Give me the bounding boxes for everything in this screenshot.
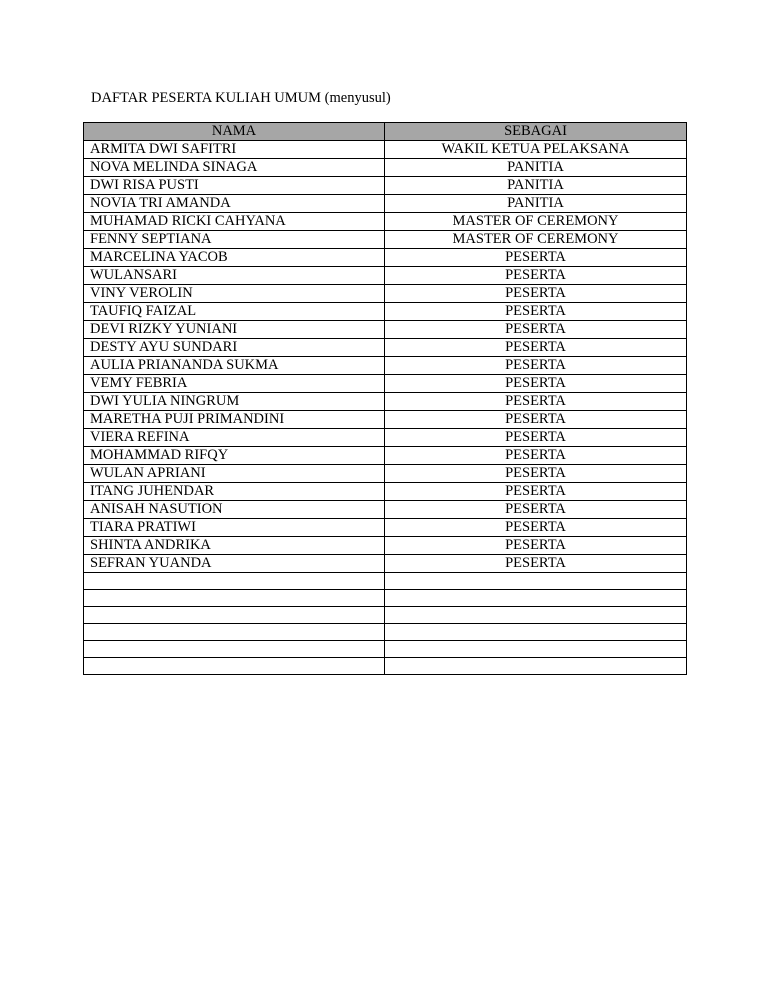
- table-row: [84, 573, 687, 590]
- table-row: [84, 321, 687, 339]
- cell-nama: [84, 658, 385, 675]
- cell-nama: MUHAMAD RICKI CAHYANA: [84, 213, 385, 231]
- table-row: [84, 393, 687, 411]
- cell-nama: MARCELINA YACOB: [84, 249, 385, 267]
- cell-sebagai: PESERTA: [385, 357, 687, 375]
- cell-sebagai: PESERTA: [385, 501, 687, 519]
- cell-sebagai: PESERTA: [385, 393, 687, 411]
- cell-sebagai: PESERTA: [385, 465, 687, 483]
- cell-nama: ANISAH NASUTION: [84, 501, 385, 519]
- cell-nama: ARMITA DWI SAFITRI: [84, 141, 385, 159]
- cell-nama: WULAN APRIANI: [84, 465, 385, 483]
- table-row: [84, 624, 687, 641]
- cell-sebagai: [385, 641, 687, 658]
- cell-nama: SHINTA ANDRIKA: [84, 537, 385, 555]
- cell-nama: DEVI RIZKY YUNIANI: [84, 321, 385, 339]
- cell-nama: DWI YULIA NINGRUM: [84, 393, 385, 411]
- table-row: [84, 285, 687, 303]
- cell-sebagai: MASTER OF CEREMONY: [385, 213, 687, 231]
- cell-nama: MOHAMMAD RIFQY: [84, 447, 385, 465]
- cell-sebagai: [385, 573, 687, 590]
- table-row: [84, 411, 687, 429]
- table-row: [84, 267, 687, 285]
- table-row: [84, 537, 687, 555]
- cell-nama: FENNY SEPTIANA: [84, 231, 385, 249]
- table-row: [84, 501, 687, 519]
- cell-sebagai: [385, 658, 687, 675]
- table-row: [84, 483, 687, 501]
- table-row: [84, 429, 687, 447]
- cell-sebagai: PESERTA: [385, 339, 687, 357]
- column-header-nama: NAMA: [84, 123, 385, 141]
- cell-sebagai: PESERTA: [385, 267, 687, 285]
- cell-nama: DESTY AYU SUNDARI: [84, 339, 385, 357]
- cell-nama: [84, 641, 385, 658]
- cell-sebagai: PESERTA: [385, 483, 687, 501]
- table-row: [84, 447, 687, 465]
- table-row: [84, 375, 687, 393]
- cell-nama: MARETHA PUJI PRIMANDINI: [84, 411, 385, 429]
- cell-nama: TAUFIQ FAIZAL: [84, 303, 385, 321]
- cell-nama: DWI RISA PUSTI: [84, 177, 385, 195]
- document-title: DAFTAR PESERTA KULIAH UMUM (menyusul): [91, 90, 391, 106]
- table-row: [84, 339, 687, 357]
- cell-sebagai: PESERTA: [385, 303, 687, 321]
- table-row: [84, 177, 687, 195]
- table-row: [84, 213, 687, 231]
- cell-nama: SEFRAN YUANDA: [84, 555, 385, 573]
- cell-sebagai: PANITIA: [385, 195, 687, 213]
- cell-nama: VIERA REFINA: [84, 429, 385, 447]
- table-row: [84, 607, 687, 624]
- cell-nama: TIARA PRATIWI: [84, 519, 385, 537]
- cell-sebagai: PESERTA: [385, 537, 687, 555]
- cell-sebagai: PESERTA: [385, 519, 687, 537]
- table-body: [84, 141, 687, 675]
- cell-sebagai: PESERTA: [385, 411, 687, 429]
- cell-sebagai: PESERTA: [385, 321, 687, 339]
- column-header-sebagai: SEBAGAI: [385, 123, 687, 141]
- table-row: [84, 555, 687, 573]
- cell-sebagai: [385, 607, 687, 624]
- cell-sebagai: PESERTA: [385, 249, 687, 267]
- cell-sebagai: WAKIL KETUA PELAKSANA: [385, 141, 687, 159]
- cell-nama: AULIA PRIANANDA SUKMA: [84, 357, 385, 375]
- cell-sebagai: [385, 590, 687, 607]
- cell-nama: [84, 607, 385, 624]
- cell-sebagai: PANITIA: [385, 177, 687, 195]
- cell-nama: [84, 573, 385, 590]
- cell-nama: [84, 624, 385, 641]
- cell-sebagai: PESERTA: [385, 555, 687, 573]
- table-row: [84, 590, 687, 607]
- cell-nama: NOVIA TRI AMANDA: [84, 195, 385, 213]
- table-row: [84, 519, 687, 537]
- cell-nama: [84, 590, 385, 607]
- table-row: [84, 141, 687, 159]
- cell-sebagai: MASTER OF CEREMONY: [385, 231, 687, 249]
- cell-nama: VINY VEROLIN: [84, 285, 385, 303]
- table-header-row: [84, 123, 687, 141]
- table-row: [84, 641, 687, 658]
- table-row: [84, 159, 687, 177]
- cell-nama: VEMY FEBRIA: [84, 375, 385, 393]
- table-row: [84, 195, 687, 213]
- table-row: [84, 658, 687, 675]
- cell-sebagai: PESERTA: [385, 285, 687, 303]
- table-row: [84, 303, 687, 321]
- cell-sebagai: [385, 624, 687, 641]
- cell-nama: ITANG JUHENDAR: [84, 483, 385, 501]
- cell-sebagai: PESERTA: [385, 429, 687, 447]
- cell-nama: WULANSARI: [84, 267, 385, 285]
- cell-sebagai: PESERTA: [385, 447, 687, 465]
- table-row: [84, 465, 687, 483]
- cell-sebagai: PESERTA: [385, 375, 687, 393]
- cell-sebagai: PANITIA: [385, 159, 687, 177]
- cell-nama: NOVA MELINDA SINAGA: [84, 159, 385, 177]
- table-row: [84, 231, 687, 249]
- participant-table: [83, 122, 687, 675]
- table-row: [84, 249, 687, 267]
- table-row: [84, 357, 687, 375]
